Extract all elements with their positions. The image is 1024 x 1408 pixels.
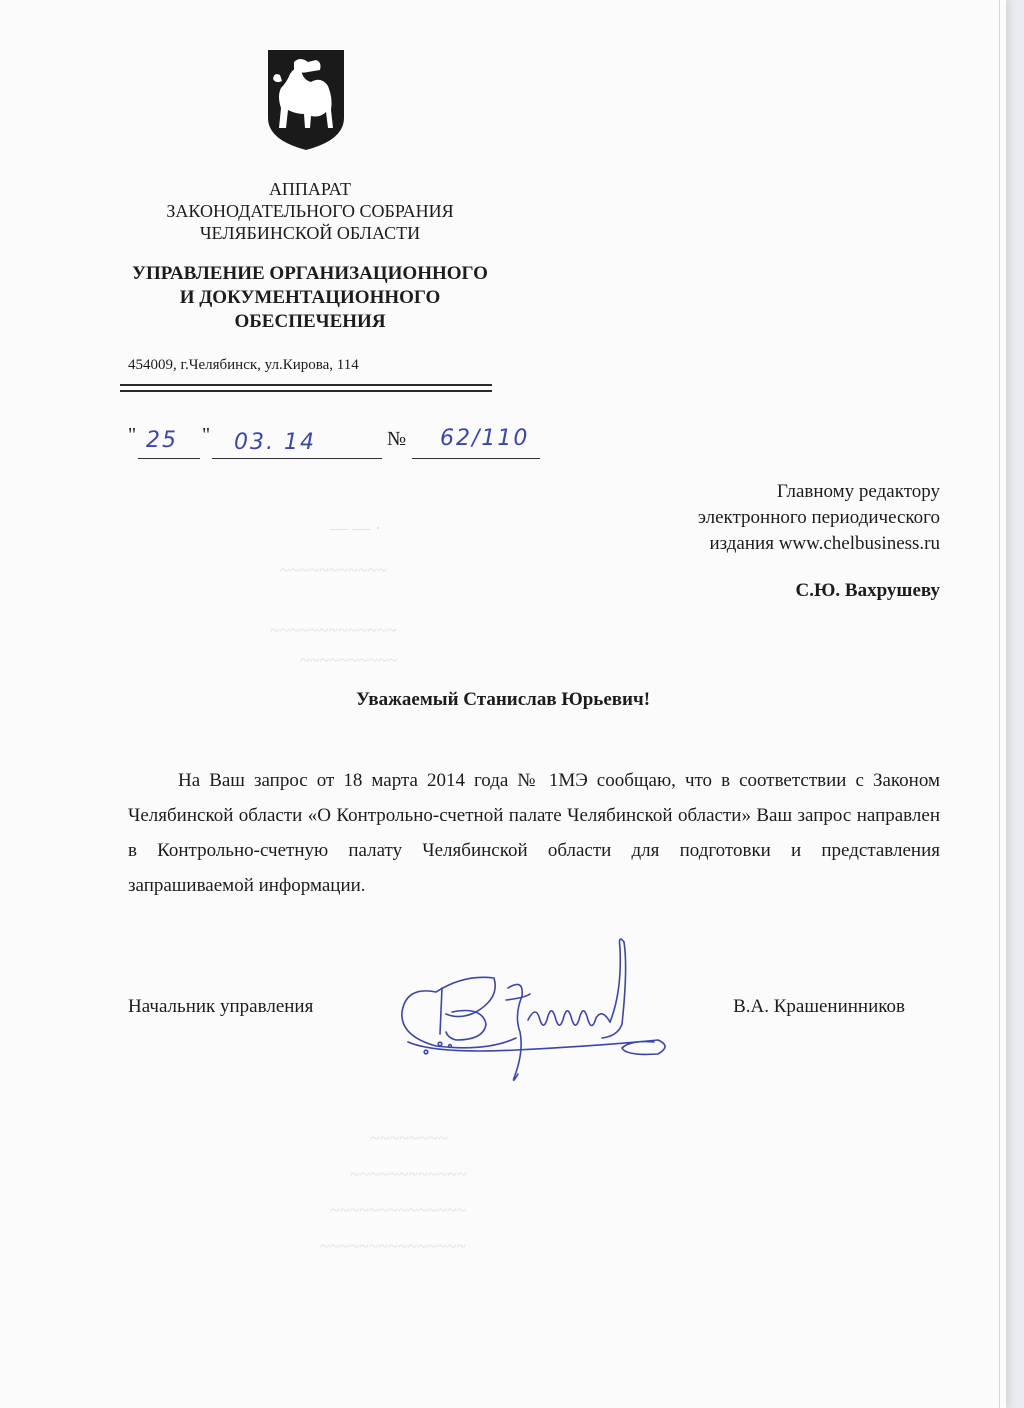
salutation: Уважаемый Станислав Юрьевич! xyxy=(355,689,651,710)
handwritten-signature-icon xyxy=(396,928,676,1098)
date-month-year: 03. 14 xyxy=(234,430,316,455)
bleed-through-mark: — — · xyxy=(330,518,381,538)
bleed-through-mark: ~~~~~~~~~~~~~~~ xyxy=(320,1236,467,1256)
org-name-line-3: ЧЕЛЯБИНСКОЙ ОБЛАСТИ xyxy=(199,223,421,243)
department-line-1: УПРАВЛЕНИЕ ОРГАНИЗАЦИОННОГО xyxy=(132,263,488,284)
bleed-through-mark: ~~~~~~~~ xyxy=(370,1128,448,1148)
org-name-line-1: АППАРАТ xyxy=(268,179,352,199)
addressee-name: С.Ю. Вахрушеву xyxy=(795,580,940,601)
letter-body: На Ваш запрос от 18 марта 2014 года № 1МЭ сообщаю, что в соответствии с Законом Челябинской области «О Контрольно-счетной палате Челябинской области» Ваш запрос направлен в Контрольно-счетную палату Челябинской области для подготовки и представления запрашиваемой информации. xyxy=(128,770,940,896)
org-name-line-2: ЗАКОНОДАТЕЛЬНОГО СОБРАНИЯ xyxy=(166,201,454,221)
signatory-name: В.А. Крашенинников xyxy=(733,996,905,1017)
date-month-year-field xyxy=(212,428,382,459)
outgoing-number: 62/110 xyxy=(440,426,530,451)
addressee-line-2: электронного периодического xyxy=(697,507,940,528)
addressee-block xyxy=(520,479,940,557)
department-line-3: ОБЕСПЕЧЕНИЯ xyxy=(234,311,386,332)
addressee-line-3: издания www.chelbusiness.ru xyxy=(709,533,940,554)
bleed-through-mark: ~~~~~~~~~~~~~~ xyxy=(330,1200,467,1220)
date-day-field xyxy=(138,428,200,459)
date-day: 25 xyxy=(146,428,178,453)
coat-of-arms-icon xyxy=(264,48,348,152)
bleed-through-mark: ~~~~~~~~~~~~ xyxy=(350,1164,467,1184)
bleed-through-mark: ~~~~~~~~~~~~~ xyxy=(270,620,397,640)
header-rule-top xyxy=(120,384,492,386)
number-sign: № xyxy=(387,428,407,450)
outgoing-number-field xyxy=(412,428,540,459)
org-address: 454009, г.Челябинск, ул.Кирова, 114 xyxy=(128,357,359,373)
bleed-through-mark: ~~~~~~~~~~ xyxy=(300,650,398,670)
date-quote-open: " xyxy=(128,424,137,446)
signatory-position: Начальник управления xyxy=(128,996,314,1017)
date-quote-close: " xyxy=(202,424,211,446)
addressee-line-1: Главному редактору xyxy=(776,481,940,502)
header-rule-bottom xyxy=(120,390,492,392)
department-line-2: И ДОКУМЕНТАЦИОННОГО xyxy=(179,287,441,308)
bleed-through-mark: ~~~~~~~~~~~ xyxy=(280,560,388,580)
